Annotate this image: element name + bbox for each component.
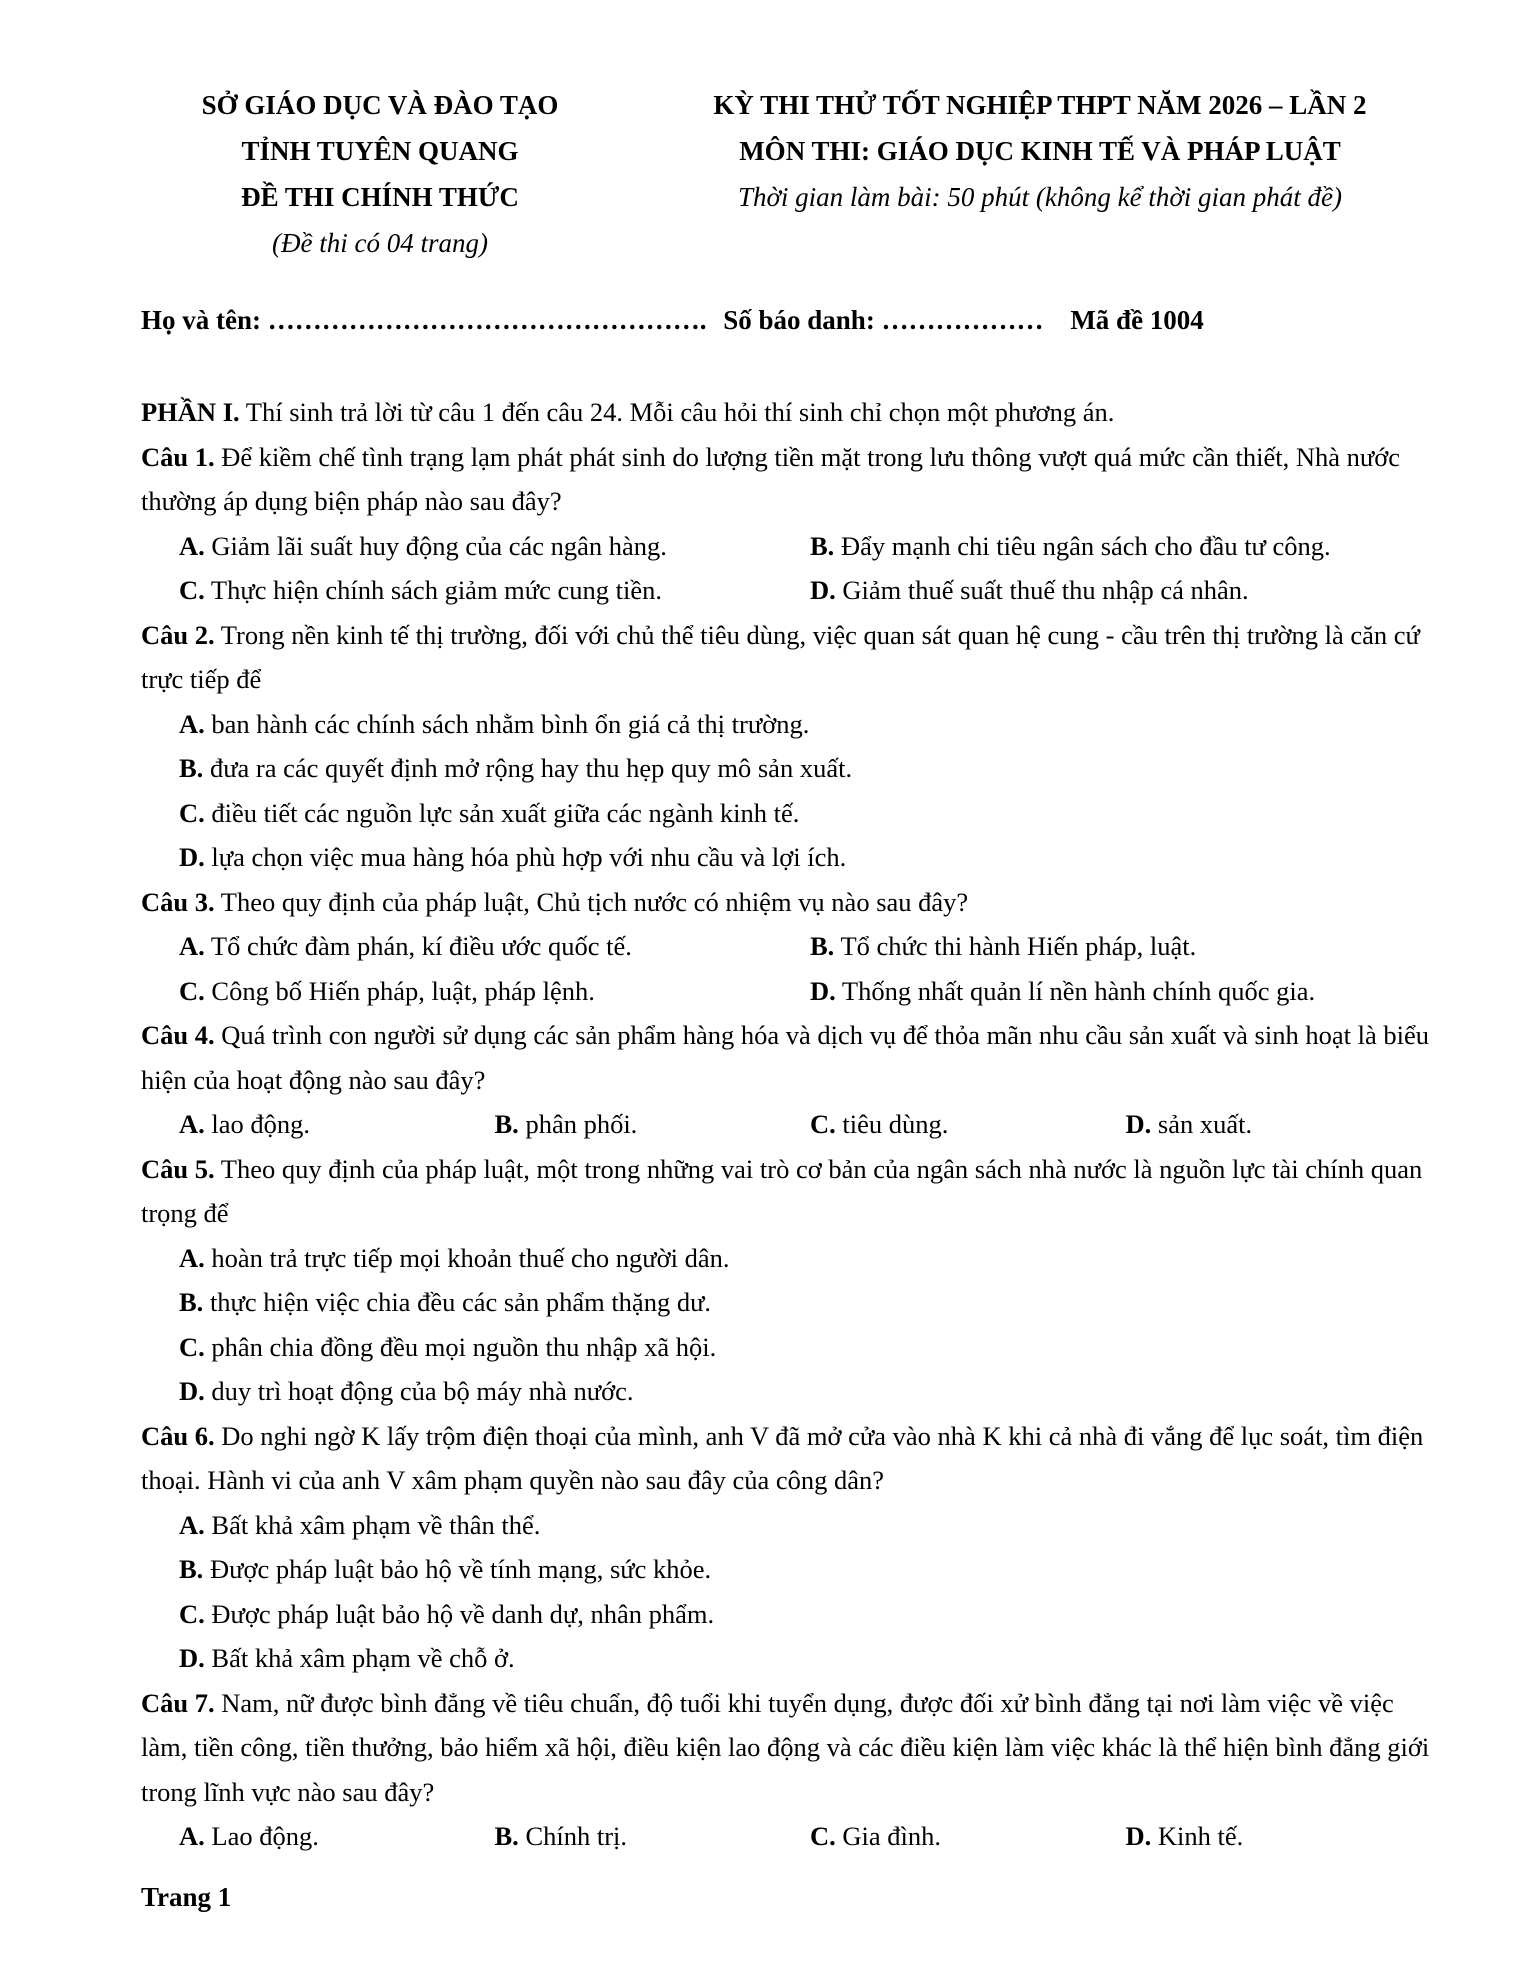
options xyxy=(141,1102,1441,1147)
option-text: Giảm lãi suất huy động của các ngân hàng. xyxy=(211,530,667,561)
option-a xyxy=(179,924,810,969)
option-text: Lao động. xyxy=(211,1821,319,1851)
option-text: đưa ra các quyết định mở rộng hay thu hẹp quy mô sản xuất. xyxy=(209,753,853,783)
question-stem xyxy=(141,1414,1441,1503)
option-b xyxy=(495,1814,811,1859)
option-c xyxy=(179,568,810,613)
question-label: Câu 5. xyxy=(141,1153,215,1184)
candidate-id-field: Số báo danh: ……………… xyxy=(723,305,1044,335)
options xyxy=(141,524,1441,613)
option-key: D. xyxy=(1125,1821,1152,1851)
option-key: B. xyxy=(179,1287,204,1317)
option-text: Giảm thuế suất thuế thu nhập cá nhân. xyxy=(842,575,1249,605)
option-b xyxy=(495,1102,811,1147)
question-5 xyxy=(141,1147,1441,1414)
part-instruction xyxy=(141,390,1441,435)
option-key: C. xyxy=(810,1821,836,1851)
question-text: Để kiềm chế tình trạng lạm phát phát sinh do lượng tiền mặt trong lưu thông vượt quá mức cần thiết, Nhà nước thường áp dụng biện pháp nào sau đây? xyxy=(141,441,1401,516)
official-exam-label: ĐỀ THI CHÍNH THỨC xyxy=(241,182,519,212)
option-text: Đẩy mạnh chi tiêu ngân sách cho đầu tư công. xyxy=(840,530,1331,561)
option-key: A. xyxy=(179,708,205,739)
options-row xyxy=(179,1102,1441,1147)
option-a xyxy=(179,1814,495,1859)
header-right xyxy=(660,82,1420,220)
question-label: Câu 6. xyxy=(141,1420,215,1451)
option-key: A. xyxy=(179,530,205,561)
option-text: duy trì hoạt động của bộ máy nhà nước. xyxy=(211,1376,634,1406)
question-text: Theo quy định của pháp luật, một trong những vai trò cơ bản của ngân sách nhà nước là nguồn lực tài chính quan trọng để xyxy=(141,1153,1423,1228)
option-text: Bất khả xâm phạm về chỗ ở. xyxy=(211,1643,515,1673)
option-key: C. xyxy=(179,1331,205,1362)
question-label: Câu 7. xyxy=(141,1687,215,1718)
option-d xyxy=(179,1636,1441,1681)
option-text: phân chia đồng đều mọi nguồn thu nhập xã hội. xyxy=(211,1331,717,1362)
option-d xyxy=(179,835,1441,880)
option-text: điều tiết các nguồn lực sản xuất giữa các ngành kinh tế. xyxy=(211,797,800,828)
option-text: Gia đình. xyxy=(842,1821,942,1851)
options xyxy=(141,1814,1441,1859)
option-text: sản xuất. xyxy=(1157,1109,1253,1139)
option-text: lựa chọn việc mua hàng hóa phù hợp với nhu cầu và lợi ích. xyxy=(211,842,847,872)
option-a xyxy=(179,524,810,569)
question-stem xyxy=(141,1147,1441,1236)
option-c xyxy=(179,969,810,1014)
question-text: Do nghi ngờ K lấy trộm điện thoại của mình, anh V đã mở cửa vào nhà K khi cả nhà đi vắng để lục soát, tìm điện thoại. Hành vi của anh V xâm phạm quyền nào sau đây của công dân? xyxy=(141,1420,1424,1495)
option-key: B. xyxy=(179,1554,204,1584)
option-key: B. xyxy=(810,931,835,961)
question-2 xyxy=(141,613,1441,880)
option-text: Kinh tế. xyxy=(1157,1821,1244,1851)
header-left xyxy=(150,82,610,266)
option-b xyxy=(810,924,1441,969)
options xyxy=(141,1236,1441,1414)
question-stem xyxy=(141,880,1441,925)
option-key: B. xyxy=(494,1109,519,1139)
option-c xyxy=(810,1102,1126,1147)
subject-title: MÔN THI: GIÁO DỤC KINH TẾ VÀ PHÁP LUẬT xyxy=(739,136,1341,166)
question-3 xyxy=(141,880,1441,1014)
option-text: Tổ chức đàm phán, kí điều ước quốc tế. xyxy=(210,931,632,961)
option-a xyxy=(179,1102,495,1147)
question-stem xyxy=(141,1681,1441,1815)
option-key: D. xyxy=(179,1643,205,1673)
option-b xyxy=(179,746,1441,791)
option-text: Chính trị. xyxy=(525,1821,628,1851)
question-stem xyxy=(141,1013,1441,1102)
option-a xyxy=(179,702,1441,747)
question-7 xyxy=(141,1681,1441,1859)
options-row xyxy=(179,524,1441,569)
option-b xyxy=(179,1547,1441,1592)
option-b xyxy=(179,1280,1441,1325)
question-6 xyxy=(141,1414,1441,1681)
option-key: D. xyxy=(179,1376,205,1406)
option-c xyxy=(179,1592,1441,1637)
option-key: A. xyxy=(179,931,205,961)
options-row xyxy=(179,924,1441,969)
question-text: Nam, nữ được bình đẳng về tiêu chuẩn, độ tuổi khi tuyển dụng, được đối xử bình đẳng tại nơi làm việc về việc làm, tiền công, tiền thưởng, bảo hiểm xã hội, điều kiện lao động và các điều kiện làm việc khác là thể hiện bình đẳng giới trong lĩnh vực nào sau đây? xyxy=(141,1687,1430,1807)
option-text: Thống nhất quản lí nền hành chính quốc gia. xyxy=(841,975,1316,1006)
option-key: A. xyxy=(179,1821,205,1851)
option-key: D. xyxy=(1125,1109,1152,1139)
options xyxy=(141,1503,1441,1681)
question-text: Quá trình con người sử dụng các sản phẩm hàng hóa và dịch vụ để thỏa mãn nhu cầu sản xuất và sinh hoạt là biểu hiện của hoạt động nào sau đây? xyxy=(141,1020,1429,1095)
question-text: Trong nền kinh tế thị trường, đối với chủ thể tiêu dùng, việc quan sát quan hệ cung - cầu trên thị trường là căn cứ trực tiếp để xyxy=(141,619,1420,694)
options-row xyxy=(179,1814,1441,1859)
option-text: Được pháp luật bảo hộ về tính mạng, sức khỏe. xyxy=(209,1554,712,1584)
option-d xyxy=(810,969,1441,1014)
department-name: SỞ GIÁO DỤC VÀ ĐÀO TẠO xyxy=(201,90,559,120)
option-text: thực hiện việc chia đều các sản phẩm thặng dư. xyxy=(209,1287,712,1317)
options xyxy=(141,702,1441,880)
question-stem xyxy=(141,613,1441,702)
question-label: Câu 2. xyxy=(141,619,215,650)
option-c xyxy=(810,1814,1126,1859)
option-key: B. xyxy=(494,1821,519,1851)
option-d xyxy=(810,568,1441,613)
question-stem xyxy=(141,435,1441,524)
options-row xyxy=(179,969,1441,1014)
option-text: Được pháp luật bảo hộ về danh dự, nhân phẩm. xyxy=(211,1598,715,1629)
exam-content xyxy=(141,390,1441,1859)
option-a xyxy=(179,1236,1441,1281)
question-label: Câu 3. xyxy=(141,886,215,917)
option-text: phân phối. xyxy=(525,1109,638,1139)
option-d xyxy=(1126,1102,1442,1147)
option-key: D. xyxy=(179,842,205,872)
option-text: ban hành các chính sách nhằm bình ổn giá cả thị trường. xyxy=(211,708,810,739)
question-label: Câu 1. xyxy=(141,441,215,472)
option-key: A. xyxy=(179,1509,205,1540)
option-key: A. xyxy=(179,1109,205,1139)
part-instruction-text: Thí sinh trả lời từ câu 1 đến câu 24. Mỗi câu hỏi thí sinh chỉ chọn một phương án. xyxy=(245,397,1115,427)
option-text: Bất khả xâm phạm về thân thể. xyxy=(211,1509,541,1540)
option-text: Tổ chức thi hành Hiến pháp, luật. xyxy=(840,931,1197,961)
option-c xyxy=(179,1325,1441,1370)
option-key: D. xyxy=(810,575,836,605)
option-key: C. xyxy=(810,1109,836,1139)
option-text: lao động. xyxy=(211,1109,311,1139)
candidate-info-line xyxy=(141,305,1204,336)
option-text: Thực hiện chính sách giảm mức cung tiền. xyxy=(210,575,663,605)
options xyxy=(141,924,1441,1013)
option-c xyxy=(179,791,1441,836)
option-key: C. xyxy=(179,975,205,1006)
exam-code: Mã đề 1004 xyxy=(1070,305,1204,335)
option-text: Công bố Hiến pháp, luật, pháp lệnh. xyxy=(211,975,595,1006)
option-key: B. xyxy=(810,530,835,561)
option-key: B. xyxy=(179,753,204,783)
part-title: PHẦN I. xyxy=(141,397,240,427)
option-key: C. xyxy=(179,1598,205,1629)
option-key: C. xyxy=(179,575,205,605)
option-key: C. xyxy=(179,797,205,828)
question-4 xyxy=(141,1013,1441,1147)
exam-title: KỲ THI THỬ TỐT NGHIỆP THPT NĂM 2026 – LẦN 2 xyxy=(713,90,1367,120)
option-key: D. xyxy=(810,975,836,1006)
question-label: Câu 4. xyxy=(141,1020,215,1050)
option-a xyxy=(179,1503,1441,1548)
option-text: tiêu dùng. xyxy=(842,1109,949,1139)
page-number: Trang 1 xyxy=(141,1882,232,1912)
option-text: hoàn trả trực tiếp mọi khoản thuế cho người dân. xyxy=(211,1242,730,1273)
province-name: TỈNH TUYÊN QUANG xyxy=(241,136,519,166)
option-d xyxy=(179,1369,1441,1414)
question-text: Theo quy định của pháp luật, Chủ tịch nước có nhiệm vụ nào sau đây? xyxy=(220,886,969,917)
time-note: Thời gian làm bài: 50 phút (không kể thời gian phát đề) xyxy=(737,182,1342,212)
option-b xyxy=(810,524,1441,569)
candidate-name-field: Họ và tên: …………………………………………. xyxy=(141,305,707,335)
option-key: A. xyxy=(179,1242,205,1273)
options-row xyxy=(179,568,1441,613)
question-1 xyxy=(141,435,1441,613)
page-count-note: (Đề thi có 04 trang) xyxy=(272,228,488,258)
option-d xyxy=(1126,1814,1442,1859)
